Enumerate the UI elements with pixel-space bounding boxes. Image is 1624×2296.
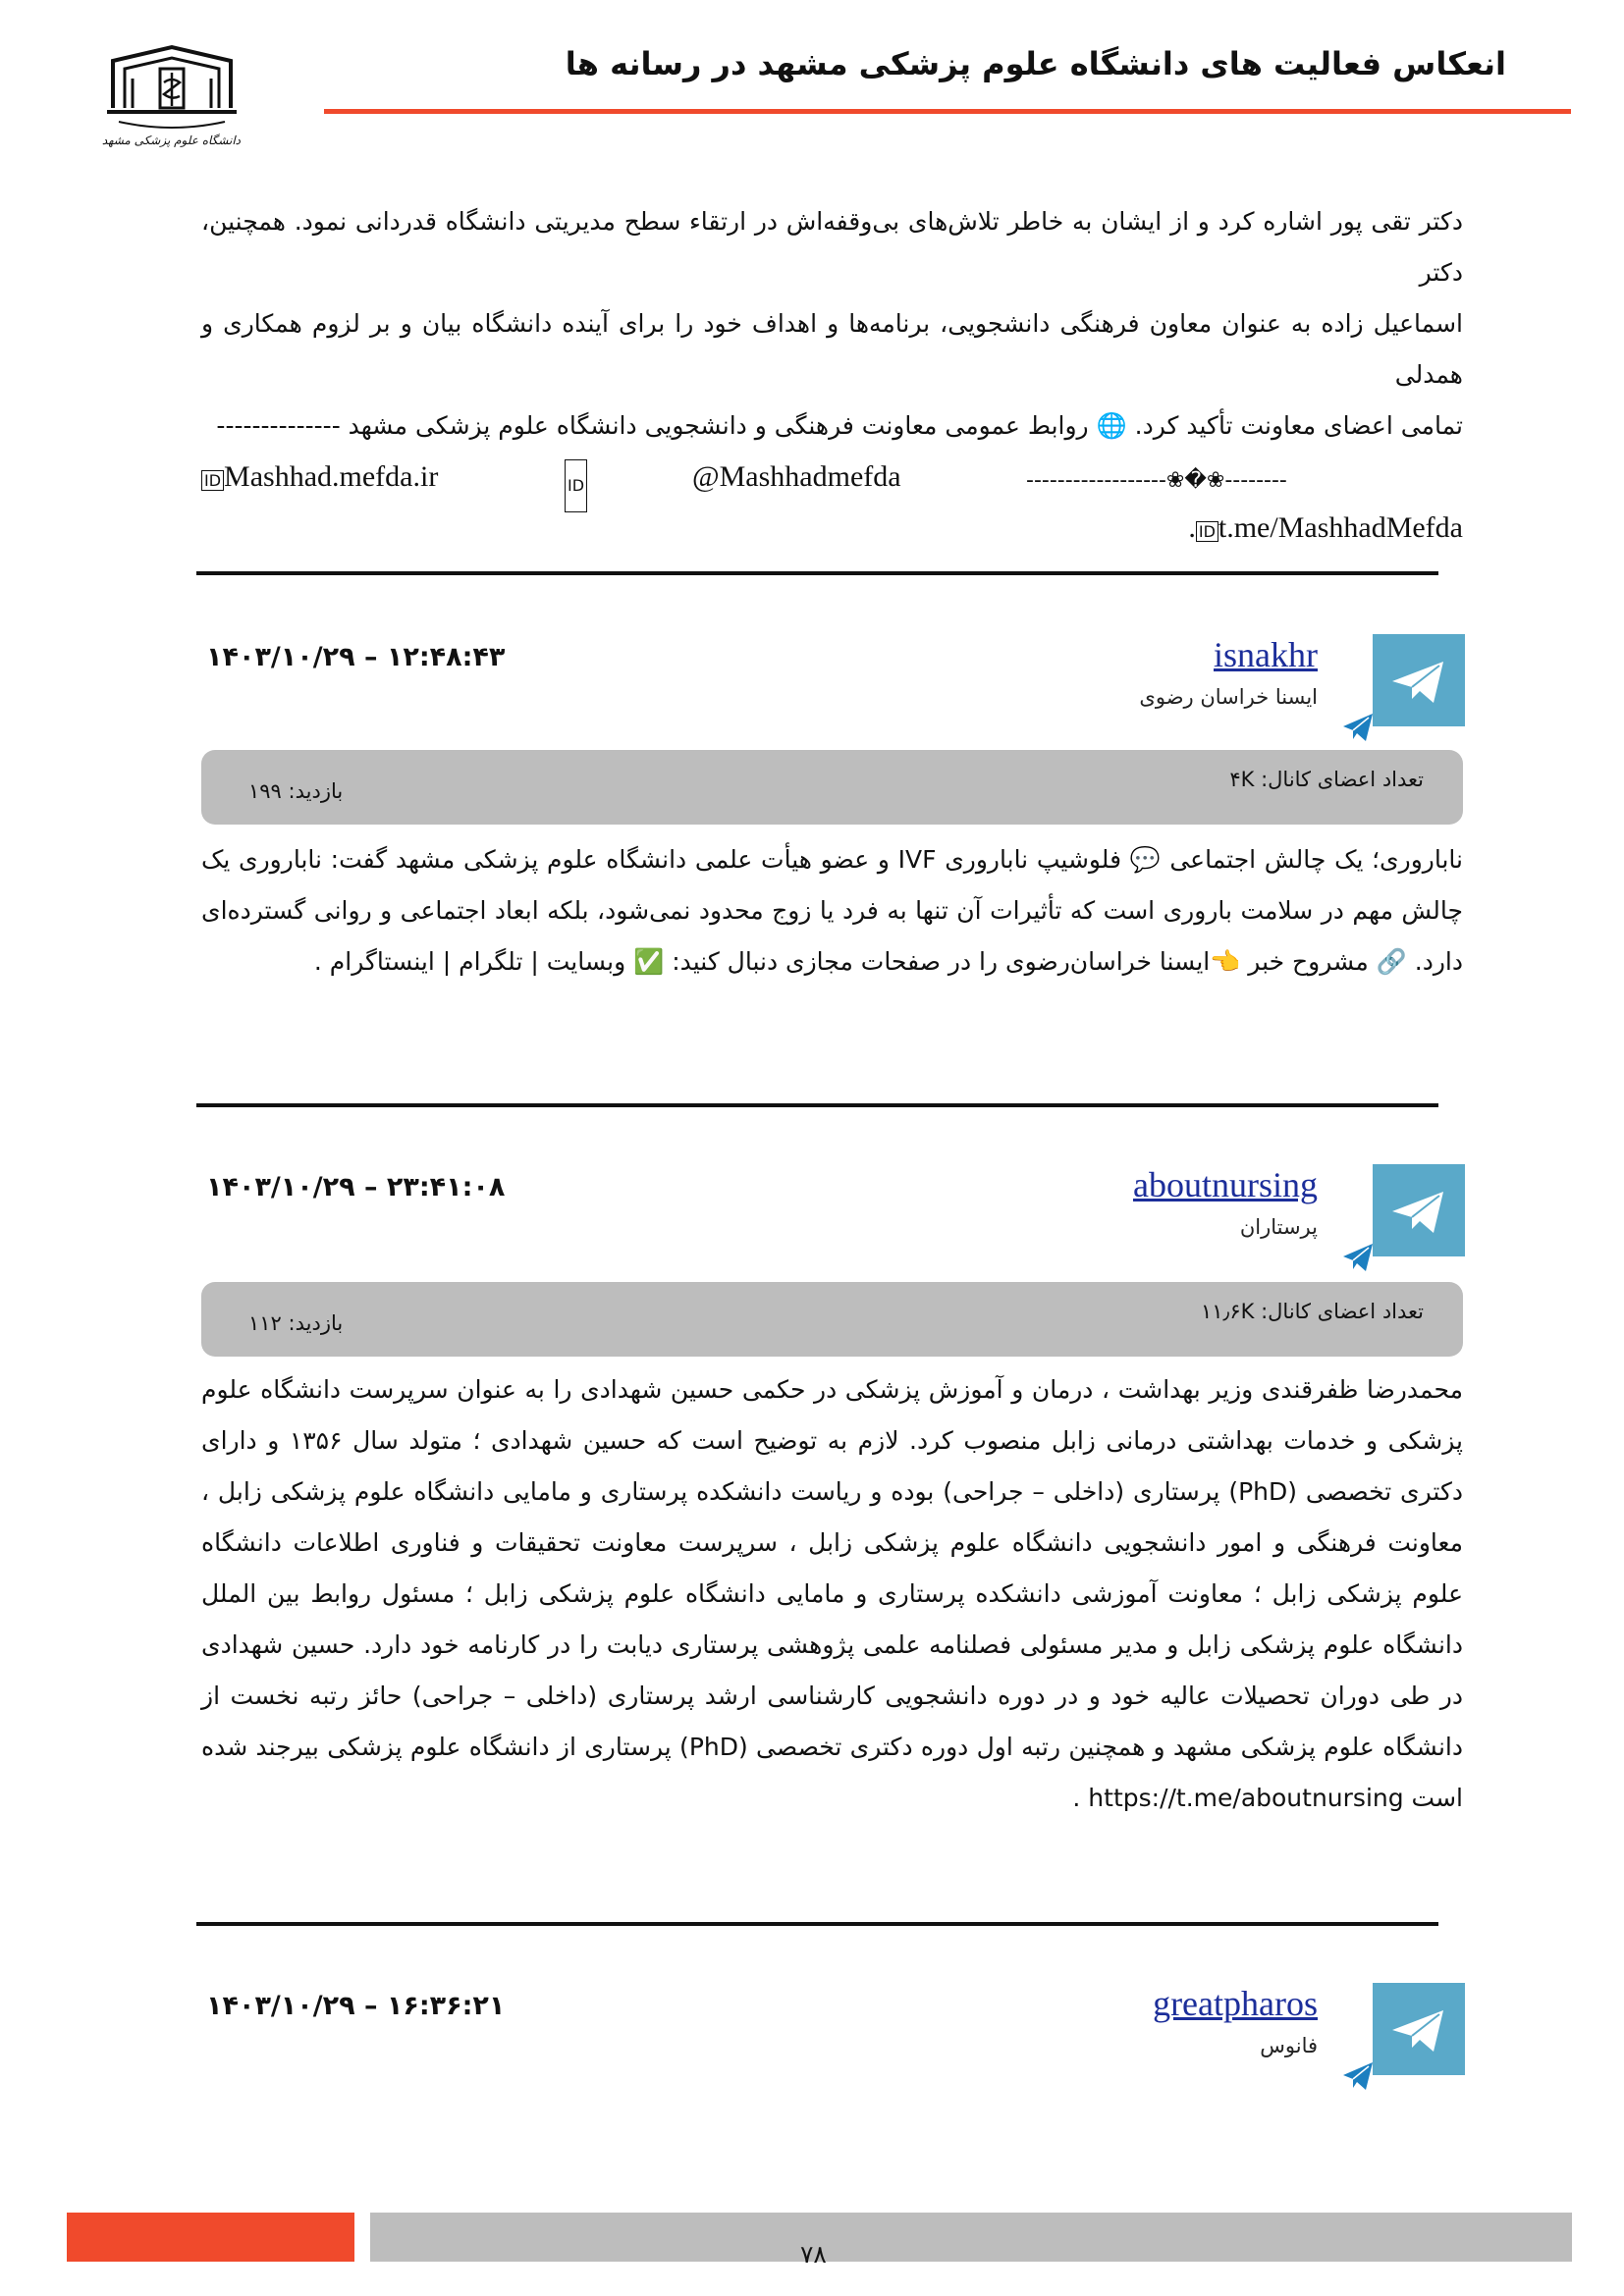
telegram-badge-icon	[1341, 2059, 1375, 2093]
intro-line-1: دکتر تقی پور اشاره کرد و از ایشان به خاطر تلاش‌های بی‌وقفه‌اش در ارتقاء سطح مدیریتی دانشگاه قدردانی نمود. همچنین، دکتر	[201, 207, 1463, 287]
post-text: ناباروری؛ یک چالش اجتماعی 💬 فلوشیپ ناباروری IVF و عضو هیأت علمی دانشگاه علوم پزشکی مشهد گفت: ناباروری یک چالش مهم در سلامت باروری است که تأثیرات آن تنها به فرد یا زوج محدود نمی‌شود، بلکه ابعاد اجتماعی و روانی گسترده‌ای دارد. 🔗 مشروح خبر 👈ایسنا خراسان‌رضوی را در صفحات مجازی دنبال کنید: ✅ وبسایت | تلگرام | اینستاگرام .	[201, 845, 1463, 976]
channel-name: پرستاران	[1239, 1215, 1318, 1239]
view-count: بازدید: ۱۹۹	[248, 779, 344, 803]
channel-link[interactable]: isnakhr	[1214, 635, 1318, 674]
intro-line-4	[201, 452, 1463, 503]
post-datetime: ۱۴۰۳/۱۰/۲۹ – ۱۲:۴۸:۴۳	[206, 642, 506, 672]
post-stats-bar	[201, 1282, 1463, 1357]
telegram-link[interactable]: t.me/MashhadMefda	[1218, 511, 1463, 544]
member-count: تعداد اعضای کانال: ۱۱٫۶K	[1200, 1300, 1424, 1323]
post-datetime: ۱۴۰۳/۱۰/۲۹ – ۲۳:۴۱:۰۸	[206, 1172, 506, 1202]
intro-paragraph	[201, 196, 1463, 558]
post-datetime: ۱۴۰۳/۱۰/۲۹ – ۱۶:۳۶:۲۱	[206, 1991, 506, 2021]
post-text: محمدرضا ظفرقندی وزیر بهداشت ، درمان و آموزش پزشکی در حکمی حسین شهدادی را به عنوان سرپرست دانشگاه علوم پزشکی و خدمات بهداشتی درمانی زابل منصوب کرد. لازم به توضیح است که حسین شهدادی ؛ متولد سال ۱۳۵۶ و دارای دکتری تخصصی (PhD) پرستاری (داخلی – جراحی) بوده و ریاست دانشکده پرستاری و مامایی دانشگاه علوم پزشکی زابل ، معاونت فرهنگی و امور دانشجویی دانشگاه علوم پزشکی زابل ، سرپرست معاونت تحقیقات و فناوری اطلاعات دانشگاه علوم پزشکی زابل ؛ معاونت آموزشی دانشکده پرستاری و مامایی دانشگاه علوم پزشکی زابل ؛ مسئول روابط بین الملل دانشگاه علوم پزشکی زابل و مدیر مسئولی فصلنامه علمی پژوهشی پرستاری دیابت را در کارنامه خود دارد. حسین شهدادی در طی دوران تحصیلات عالیه خود و در دوره دانشجویی کارشناسی ارشد پرستاری (داخلی – جراحی) حائز رتبه نخست از دانشگاه علوم پزشکی مشهد و همچنین رتبه اول دوره دکتری تخصصی (PhD) پرستاری از دانشگاه علوم پزشکی بیرجند شده است https://t.me/aboutnursing .	[201, 1375, 1463, 1812]
university-logo	[103, 39, 241, 167]
logo-caption: دانشگاه علوم پزشکی مشهد	[101, 133, 241, 147]
telegram-badge-icon	[1341, 1241, 1375, 1274]
id-icon: ID	[565, 459, 587, 512]
page-number: ۷۸	[800, 2240, 827, 2269]
telegram-icon	[1373, 1164, 1465, 1256]
post-stats-bar	[201, 750, 1463, 825]
view-count: بازدید: ۱۱۲	[248, 1311, 344, 1335]
channel-link[interactable]: aboutnursing	[1133, 1165, 1318, 1204]
post-separator	[196, 1103, 1438, 1107]
footer-bar	[370, 2213, 1572, 2262]
decorative-divider: ------------------❀�❀--------	[1026, 468, 1287, 493]
intro-line-2: اسماعیل زاده به عنوان معاون فرهنگی دانشجویی، برنامه‌ها و اهداف خود را برای آینده دانشگاه بیان و بر لزوم همکاری و همدلی	[201, 309, 1463, 389]
handle-text: @Mashhadmefda	[692, 460, 901, 493]
telegram-icon	[1373, 1983, 1465, 2075]
id-icon: ID	[201, 470, 224, 491]
intro-line-5: . ID t.me/MashhadMefda	[1188, 511, 1463, 544]
post-separator	[196, 571, 1438, 575]
post-separator	[196, 1922, 1438, 1926]
page-title: انعکاس فعالیت های دانشگاه علوم پزشکی مشهد در رسانه ها	[565, 45, 1506, 82]
channel-name: ایسنا خراسان رضوی	[1139, 685, 1318, 709]
header-divider	[324, 109, 1571, 114]
site-link[interactable]: ID Mashhad.mefda.ir	[201, 452, 438, 507]
telegram-badge-icon	[1341, 711, 1375, 744]
telegram-icon	[1373, 634, 1465, 726]
channel-link[interactable]: greatpharos	[1153, 1984, 1318, 2023]
member-count: تعداد اعضای کانال: ۴K	[1229, 768, 1424, 791]
id-icon: ID	[1196, 521, 1218, 542]
footer-accent-bar	[67, 2213, 354, 2262]
intro-line-3: تمامی اعضای معاونت تأکید کرد. 🌐 روابط عمومی معاونت فرهنگی و دانشجویی دانشگاه علوم پزشکی مشهد --------------	[216, 411, 1463, 440]
channel-name: فانوس	[1260, 2034, 1318, 2057]
